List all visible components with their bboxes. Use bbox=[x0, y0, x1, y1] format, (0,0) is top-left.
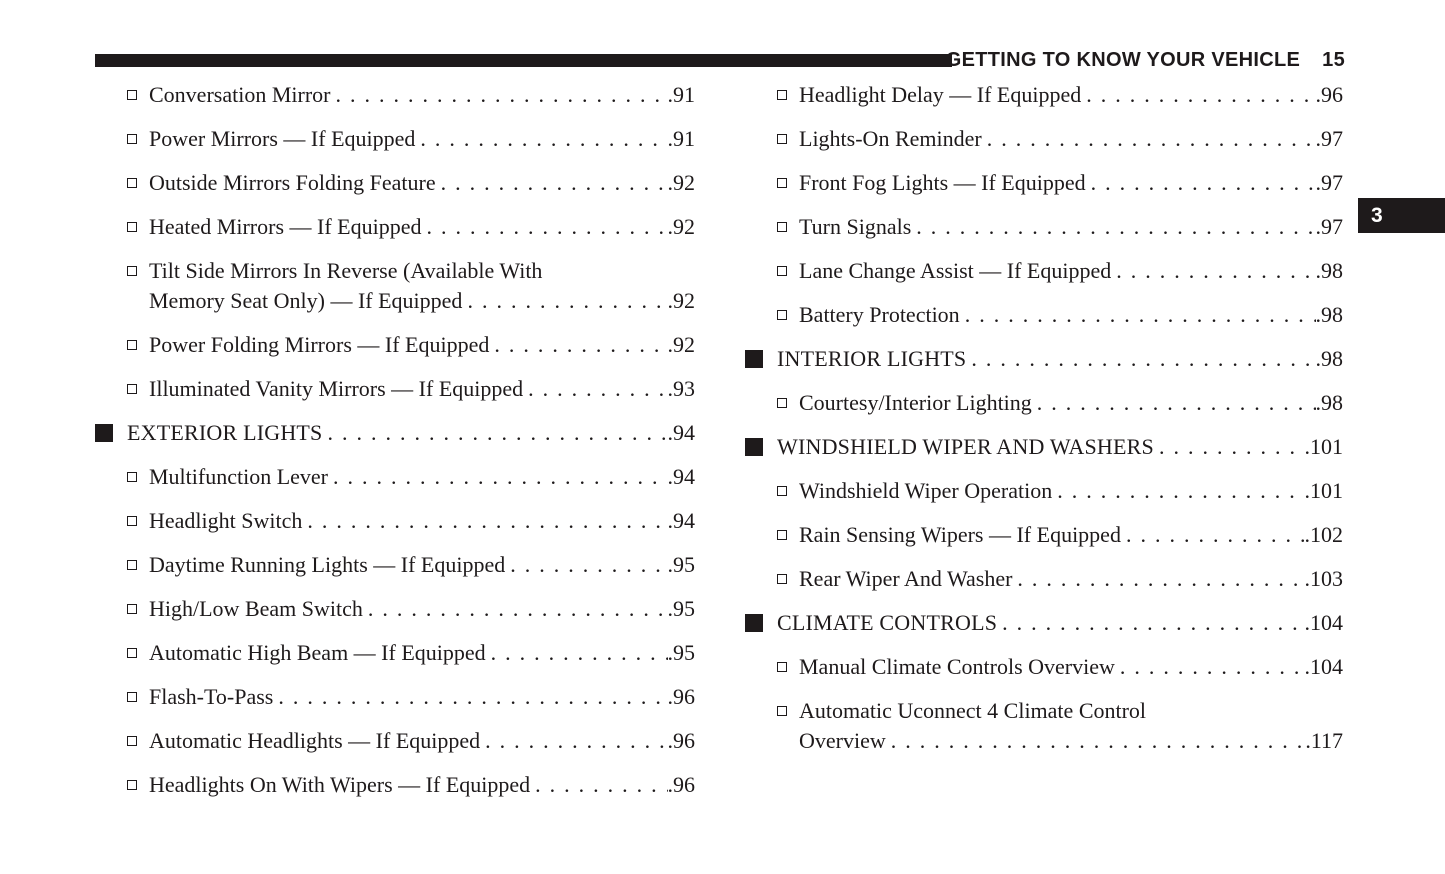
toc-sub-entry bbox=[745, 80, 1343, 110]
toc-page-number: . 103 bbox=[1305, 564, 1344, 594]
toc-page-number: . 93 bbox=[668, 374, 696, 404]
toc-entry-text: Power Mirrors — If Equipped bbox=[149, 126, 416, 151]
open-square-bullet-icon bbox=[127, 178, 137, 188]
dot-leader bbox=[505, 550, 667, 580]
toc-entry-text: Automatic High Beam — If Equipped bbox=[149, 640, 486, 665]
toc-entry-body bbox=[149, 550, 695, 580]
toc-entry-line bbox=[149, 212, 695, 242]
toc-entry-line bbox=[799, 256, 1343, 286]
toc-page-number: . 104 bbox=[1305, 652, 1344, 682]
toc-sub-entry bbox=[95, 168, 695, 198]
toc-entry-text: Multifunction Lever bbox=[149, 464, 329, 489]
toc-page-number: . 117 bbox=[1305, 726, 1343, 756]
toc-sub-entry bbox=[745, 564, 1343, 594]
dot-leader bbox=[322, 418, 667, 448]
toc-entry-text: Power Folding Mirrors — If Equipped bbox=[149, 332, 490, 357]
dot-leader bbox=[330, 80, 667, 110]
page-header bbox=[946, 49, 1345, 72]
toc-entry-text: Rear Wiper And Washer bbox=[799, 566, 1013, 591]
toc-entry-text: WINDSHIELD WIPER AND WASHERS bbox=[777, 434, 1154, 459]
toc-sub-entry bbox=[95, 256, 695, 316]
open-square-bullet-icon bbox=[777, 574, 787, 584]
toc-page-number: . 97 bbox=[1316, 168, 1344, 198]
toc-entry-text: Conversation Mirror bbox=[149, 82, 331, 107]
open-square-bullet-icon bbox=[127, 648, 137, 658]
toc-entry-text: Turn Signals bbox=[799, 214, 912, 239]
dot-leader bbox=[982, 124, 1316, 154]
toc-page-number: . 102 bbox=[1305, 520, 1344, 550]
toc-entry-text: Lights-On Reminder bbox=[799, 126, 982, 151]
toc-entry-body bbox=[149, 770, 695, 800]
toc-page-number: . 98 bbox=[1316, 256, 1344, 286]
toc-page-number: . 98 bbox=[1316, 344, 1344, 374]
open-square-bullet-icon bbox=[777, 310, 787, 320]
toc-entry-line bbox=[127, 418, 695, 448]
toc-entry-text: Headlight Delay — If Equipped bbox=[799, 82, 1082, 107]
toc-entry-body bbox=[149, 80, 695, 110]
chapter-tab-label: 3 bbox=[1371, 203, 1383, 227]
chapter-tab bbox=[1358, 198, 1445, 233]
toc-entry-line bbox=[799, 726, 1343, 756]
dot-leader bbox=[966, 344, 1315, 374]
toc-entry-text: Headlight Switch bbox=[149, 508, 303, 533]
toc-sub-entry bbox=[95, 506, 695, 536]
toc-entry-body bbox=[799, 80, 1343, 110]
toc-entry-body bbox=[799, 696, 1343, 756]
toc-sub-entry bbox=[95, 212, 695, 242]
dot-leader bbox=[489, 330, 667, 360]
toc-entry-text: Heated Mirrors — If Equipped bbox=[149, 214, 422, 239]
toc-entry-text: High/Low Beam Switch bbox=[149, 596, 363, 621]
toc-sub-entry bbox=[745, 212, 1343, 242]
toc-sub-entry bbox=[95, 124, 695, 154]
toc-sub-entry bbox=[95, 594, 695, 624]
toc-entry-body bbox=[149, 168, 695, 198]
toc-entry-body bbox=[149, 506, 695, 536]
dot-leader bbox=[1121, 520, 1305, 550]
toc-entry-line bbox=[149, 506, 695, 536]
toc-entry-text-line2: Memory Seat Only) — If Equipped bbox=[149, 288, 463, 313]
toc-entry-text: Automatic Headlights — If Equipped bbox=[149, 728, 481, 753]
open-square-bullet-icon bbox=[777, 706, 787, 716]
toc-entry-text: CLIMATE CONTROLS bbox=[777, 610, 998, 635]
toc-entry-body bbox=[149, 330, 695, 360]
filled-square-bullet-icon bbox=[95, 424, 113, 442]
toc-entry-body bbox=[799, 520, 1343, 550]
toc-entry-line bbox=[799, 652, 1343, 682]
toc-entry-text: Illuminated Vanity Mirrors — If Equipped bbox=[149, 376, 524, 401]
open-square-bullet-icon bbox=[127, 134, 137, 144]
toc-page-number: . 91 bbox=[668, 80, 696, 110]
toc-entry-body bbox=[149, 726, 695, 756]
toc-entry-line bbox=[149, 80, 695, 110]
toc-entry-text: Daytime Running Lights — If Equipped bbox=[149, 552, 506, 577]
open-square-bullet-icon bbox=[777, 266, 787, 276]
toc-page-number: . 92 bbox=[668, 168, 696, 198]
toc-sub-entry bbox=[95, 638, 695, 668]
toc-entry-body bbox=[799, 300, 1343, 330]
open-square-bullet-icon bbox=[127, 516, 137, 526]
toc-entry-line bbox=[777, 432, 1343, 462]
toc-entry-body bbox=[149, 462, 695, 492]
toc-entry-text: Manual Climate Controls Overview bbox=[799, 654, 1115, 679]
toc-section-entry bbox=[745, 344, 1343, 374]
toc-page-number: . 95 bbox=[668, 638, 696, 668]
filled-square-bullet-icon bbox=[745, 614, 763, 632]
toc-entry-line bbox=[799, 520, 1343, 550]
dot-leader bbox=[480, 726, 667, 756]
toc-entry-line bbox=[149, 124, 695, 154]
toc-page-number: . 96 bbox=[668, 770, 696, 800]
toc-page-number: . 91 bbox=[668, 124, 696, 154]
toc-entry-line bbox=[799, 388, 1343, 418]
toc-entry-line bbox=[149, 168, 695, 198]
toc-page-number: . 104 bbox=[1305, 608, 1344, 638]
toc-entry-body bbox=[799, 124, 1343, 154]
dot-leader bbox=[1115, 652, 1305, 682]
toc-entry-line bbox=[149, 682, 695, 712]
toc-page-number: . 94 bbox=[668, 462, 696, 492]
toc-entry-line bbox=[149, 726, 695, 756]
dot-leader bbox=[960, 300, 1316, 330]
open-square-bullet-icon bbox=[127, 90, 137, 100]
toc-page-number: . 98 bbox=[1316, 300, 1344, 330]
toc-page-number: . 95 bbox=[668, 550, 696, 580]
toc-sub-entry bbox=[95, 550, 695, 580]
toc-entry-line bbox=[149, 594, 695, 624]
toc-page-number: . 98 bbox=[1316, 388, 1344, 418]
toc-section-entry bbox=[745, 608, 1343, 638]
open-square-bullet-icon bbox=[777, 178, 787, 188]
dot-leader bbox=[886, 726, 1306, 756]
toc-entry-line bbox=[149, 770, 695, 800]
dot-leader bbox=[415, 124, 667, 154]
toc-entry-text: Flash-To-Pass bbox=[149, 684, 274, 709]
toc-page-number: . 101 bbox=[1305, 432, 1344, 462]
filled-square-bullet-icon bbox=[745, 438, 763, 456]
toc-sub-entry bbox=[95, 80, 695, 110]
toc-sub-entry bbox=[745, 696, 1343, 756]
dot-leader bbox=[363, 594, 668, 624]
toc-page-number: . 92 bbox=[668, 286, 696, 316]
open-square-bullet-icon bbox=[127, 266, 137, 276]
toc-sub-entry bbox=[745, 256, 1343, 286]
dot-leader bbox=[462, 286, 667, 316]
toc-entry-body bbox=[149, 374, 695, 404]
open-square-bullet-icon bbox=[127, 340, 137, 350]
toc-entry-line bbox=[777, 608, 1343, 638]
open-square-bullet-icon bbox=[127, 692, 137, 702]
page-title: GETTING TO KNOW YOUR VEHICLE bbox=[945, 49, 1301, 71]
toc-section-entry bbox=[95, 418, 695, 448]
toc-entry-text: Rain Sensing Wipers — If Equipped bbox=[799, 522, 1121, 547]
toc-sub-entry bbox=[745, 652, 1343, 682]
dot-leader bbox=[486, 638, 668, 668]
toc-sub-entry bbox=[745, 124, 1343, 154]
header-rule bbox=[95, 54, 952, 67]
dot-leader bbox=[421, 212, 667, 242]
dot-leader bbox=[273, 682, 667, 712]
toc-entry-line bbox=[799, 124, 1343, 154]
toc-entry-body bbox=[149, 256, 695, 316]
toc-entry-body bbox=[799, 212, 1343, 242]
toc-page-number: . 92 bbox=[668, 330, 696, 360]
toc-entry-line bbox=[149, 286, 695, 316]
toc-page-number: . 94 bbox=[668, 418, 696, 448]
toc-section-entry bbox=[745, 432, 1343, 462]
toc-entry-line bbox=[799, 80, 1343, 110]
toc-entry-body bbox=[149, 594, 695, 624]
page-number: 15 bbox=[1322, 49, 1345, 71]
open-square-bullet-icon bbox=[777, 134, 787, 144]
toc-entry-line bbox=[149, 330, 695, 360]
toc-entry-body bbox=[777, 608, 1343, 638]
toc-entry-body bbox=[149, 682, 695, 712]
toc-entry-body bbox=[799, 476, 1343, 506]
open-square-bullet-icon bbox=[127, 222, 137, 232]
toc-right-column bbox=[745, 80, 1343, 814]
toc-page-number: . 92 bbox=[668, 212, 696, 242]
toc-entry-line bbox=[799, 476, 1343, 506]
toc-sub-entry bbox=[95, 330, 695, 360]
toc-sub-entry bbox=[745, 300, 1343, 330]
toc-entry-line bbox=[149, 374, 695, 404]
dot-leader bbox=[328, 462, 667, 492]
toc-sub-entry bbox=[745, 476, 1343, 506]
toc-page-number: . 96 bbox=[1316, 80, 1344, 110]
open-square-bullet-icon bbox=[777, 486, 787, 496]
toc-page-number: . 95 bbox=[668, 594, 696, 624]
dot-leader bbox=[1111, 256, 1315, 286]
toc-entry-line bbox=[799, 300, 1343, 330]
toc-entry-text-line2: Overview bbox=[799, 728, 886, 753]
open-square-bullet-icon bbox=[127, 560, 137, 570]
toc-entry-text-line1: Automatic Uconnect 4 Climate Control bbox=[799, 698, 1147, 723]
toc-entry-text: Lane Change Assist — If Equipped bbox=[799, 258, 1112, 283]
toc-sub-entry bbox=[95, 462, 695, 492]
open-square-bullet-icon bbox=[127, 604, 137, 614]
toc-left-column bbox=[95, 80, 695, 814]
toc-entry-body bbox=[149, 638, 695, 668]
table-of-contents bbox=[95, 80, 1343, 814]
toc-entry-body bbox=[799, 652, 1343, 682]
open-square-bullet-icon bbox=[127, 472, 137, 482]
toc-entry-line bbox=[777, 344, 1343, 374]
dot-leader bbox=[436, 168, 668, 198]
toc-entry-line bbox=[149, 638, 695, 668]
toc-entry-body bbox=[799, 256, 1343, 286]
toc-entry-body bbox=[127, 418, 695, 448]
toc-page-number: . 101 bbox=[1305, 476, 1344, 506]
dot-leader bbox=[523, 374, 667, 404]
toc-entry-body bbox=[777, 432, 1343, 462]
open-square-bullet-icon bbox=[777, 398, 787, 408]
toc-entry-text: Headlights On With Wipers — If Equipped bbox=[149, 772, 531, 797]
dot-leader bbox=[1052, 476, 1304, 506]
dot-leader bbox=[1081, 80, 1315, 110]
dot-leader bbox=[911, 212, 1315, 242]
dot-leader bbox=[302, 506, 667, 536]
dot-leader bbox=[1012, 564, 1304, 594]
toc-entry-body bbox=[149, 212, 695, 242]
toc-entry-text: Courtesy/Interior Lighting bbox=[799, 390, 1032, 415]
dot-leader bbox=[1154, 432, 1305, 462]
toc-entry-line bbox=[149, 462, 695, 492]
toc-entry-text: INTERIOR LIGHTS bbox=[777, 346, 967, 371]
toc-page-number: . 97 bbox=[1316, 124, 1344, 154]
open-square-bullet-icon bbox=[777, 90, 787, 100]
toc-entry-line bbox=[149, 550, 695, 580]
open-square-bullet-icon bbox=[777, 530, 787, 540]
toc-entry-text: EXTERIOR LIGHTS bbox=[127, 420, 323, 445]
toc-sub-entry bbox=[745, 520, 1343, 550]
filled-square-bullet-icon bbox=[745, 350, 763, 368]
toc-page-number: . 97 bbox=[1316, 212, 1344, 242]
toc-entry-text-line1: Tilt Side Mirrors In Reverse (Available With bbox=[149, 258, 543, 283]
toc-entry-text: Windshield Wiper Operation bbox=[799, 478, 1053, 503]
toc-entry-text: Outside Mirrors Folding Feature bbox=[149, 170, 436, 195]
open-square-bullet-icon bbox=[777, 222, 787, 232]
toc-entry-body bbox=[149, 124, 695, 154]
open-square-bullet-icon bbox=[127, 384, 137, 394]
toc-page-number: . 96 bbox=[668, 682, 696, 712]
toc-sub-entry bbox=[745, 168, 1343, 198]
toc-sub-entry bbox=[745, 388, 1343, 418]
toc-page-number: . 94 bbox=[668, 506, 696, 536]
open-square-bullet-icon bbox=[127, 780, 137, 790]
toc-sub-entry bbox=[95, 682, 695, 712]
toc-entry-body bbox=[777, 344, 1343, 374]
toc-sub-entry bbox=[95, 770, 695, 800]
toc-entry-line bbox=[799, 212, 1343, 242]
toc-page-number: . 96 bbox=[668, 726, 696, 756]
toc-entry-line bbox=[799, 564, 1343, 594]
toc-entry-text: Front Fog Lights — If Equipped bbox=[799, 170, 1086, 195]
dot-leader bbox=[530, 770, 667, 800]
toc-sub-entry bbox=[95, 726, 695, 756]
toc-entry-body bbox=[799, 564, 1343, 594]
dot-leader bbox=[1032, 388, 1316, 418]
open-square-bullet-icon bbox=[127, 736, 137, 746]
toc-sub-entry bbox=[95, 374, 695, 404]
toc-entry-body bbox=[799, 168, 1343, 198]
toc-entry-line bbox=[799, 168, 1343, 198]
open-square-bullet-icon bbox=[777, 662, 787, 672]
dot-leader bbox=[1086, 168, 1316, 198]
toc-entry-body bbox=[799, 388, 1343, 418]
dot-leader bbox=[997, 608, 1304, 638]
toc-entry-text: Battery Protection bbox=[799, 302, 960, 327]
